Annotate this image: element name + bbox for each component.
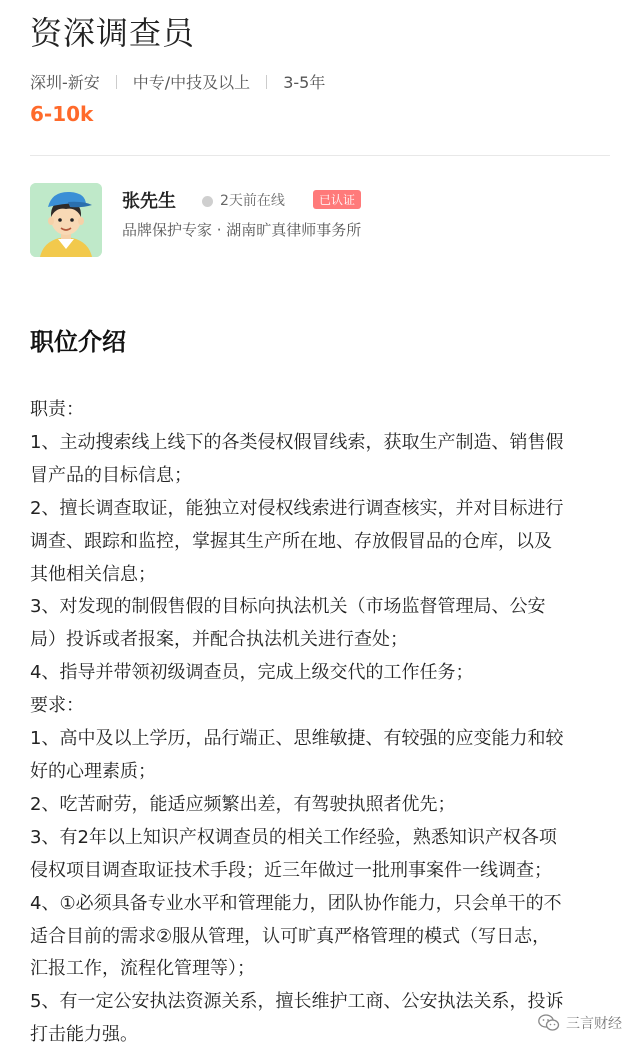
description-line: 局）投诉或者报案，并配合执法机关进行查处； bbox=[30, 629, 408, 651]
description-line: 1、主动搜索线上线下的各类侵权假冒线索，获取生产制造、销售假 bbox=[30, 431, 564, 453]
job-description bbox=[30, 394, 620, 1052]
description-line: 1、高中及以上学历，品行端正、思维敏捷、有较强的应变能力和较 bbox=[30, 728, 564, 750]
header-divider bbox=[30, 155, 610, 156]
description-line: 要求： bbox=[30, 695, 84, 717]
job-experience: 3-5年 bbox=[283, 73, 326, 92]
watermark-text: 三言财经 bbox=[566, 1016, 622, 1032]
recruiter-name: 张先生 bbox=[122, 191, 176, 212]
job-location: 深圳-新安 bbox=[30, 73, 100, 92]
description-line: 3、有2年以上知识产权调查员的相关工作经验，熟悉知识产权各项 bbox=[30, 826, 557, 848]
job-education: 中专/中技及以上 bbox=[132, 73, 251, 92]
avatar-illustration-icon bbox=[30, 183, 102, 257]
description-line: 2、吃苦耐劳，能适应频繁出差，有驾驶执照者优先； bbox=[30, 793, 456, 815]
description-line: 4、①必须具备专业水平和管理能力，团队协作能力，只会单干的不 bbox=[30, 892, 562, 914]
description-line: 侵权项目调查取证技术手段；近三年做过一批刑事案件一线调查； bbox=[30, 859, 552, 881]
description-line: 汇报工作，流程化管理等）； bbox=[30, 958, 255, 980]
wechat-icon bbox=[538, 1014, 560, 1032]
description-line: 打击能力强。 bbox=[30, 1024, 138, 1046]
recruiter-avatar[interactable] bbox=[30, 183, 102, 257]
description-line: 3、对发现的制假售假的目标向执法机关（市场监督管理局、公安 bbox=[30, 596, 546, 618]
job-title: 资深调查员 bbox=[30, 14, 196, 52]
meta-divider bbox=[266, 75, 267, 89]
online-status: 2天前在线 bbox=[220, 193, 285, 209]
source-watermark bbox=[538, 1013, 622, 1033]
job-meta-row bbox=[30, 70, 325, 93]
job-salary: 6-10k bbox=[30, 102, 94, 126]
description-line: 调查、跟踪和监控，掌握其生产所在地、存放假冒品的仓库，以及 bbox=[30, 530, 552, 552]
online-status-icon bbox=[202, 196, 213, 207]
description-line: 职责： bbox=[30, 399, 84, 420]
description-line: 冒产品的目标信息； bbox=[30, 464, 192, 486]
description-line: 其他相关信息； bbox=[30, 563, 156, 585]
description-line: 适合目前的需求②服从管理，认可旷真严格管理的模式（写日志， bbox=[30, 925, 551, 947]
verified-badge: 已认证 bbox=[313, 190, 361, 209]
recruiter-company: 品牌保护专家 · 湖南旷真律师事务所 bbox=[122, 221, 362, 239]
description-line: 2、擅长调查取证，能独立对侵权线索进行调查核实，并对目标进行 bbox=[30, 497, 564, 519]
meta-divider bbox=[116, 75, 117, 89]
description-line: 好的心理素质； bbox=[30, 760, 156, 782]
recruiter-card[interactable] bbox=[30, 183, 610, 263]
section-title-job-intro: 职位介绍 bbox=[30, 328, 126, 356]
description-line: 5、有一定公安执法资源关系，擅长维护工商、公安执法关系，投诉 bbox=[30, 991, 564, 1013]
description-line: 4、指导并带领初级调查员，完成上级交代的工作任务； bbox=[30, 662, 474, 684]
